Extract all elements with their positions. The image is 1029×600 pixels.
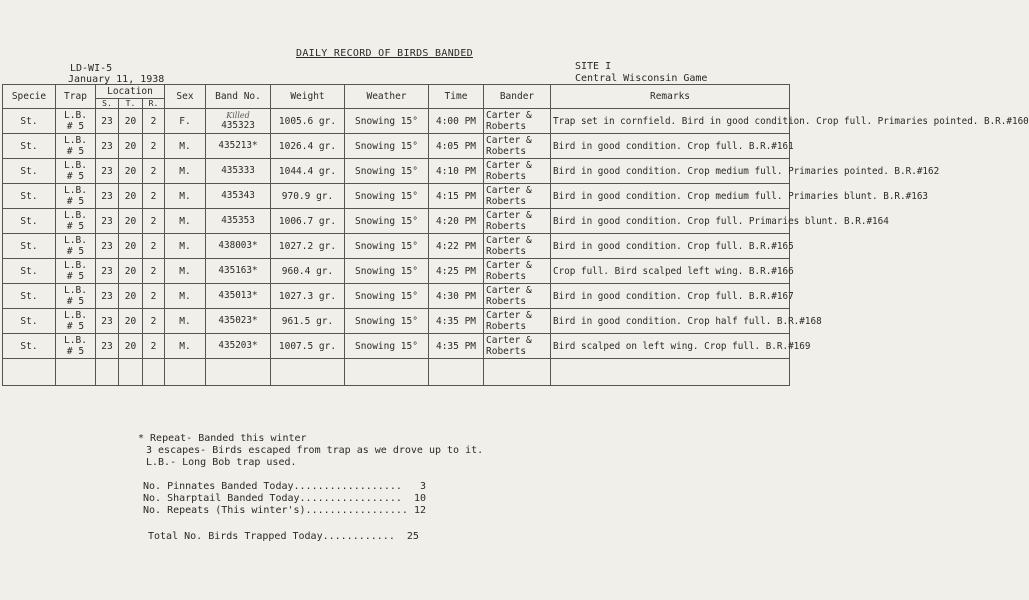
cell-loc-t: 20 <box>119 134 143 159</box>
cell-sex: M. <box>165 184 206 209</box>
col-time: Time <box>429 85 484 109</box>
cell-weight: 1027.2 gr. <box>271 234 345 259</box>
col-loc-t: T. <box>119 99 143 109</box>
cell-bander: Carter & Roberts <box>484 134 551 159</box>
cell-loc-r: 2 <box>143 334 165 359</box>
cell-band: 435213* <box>206 134 271 159</box>
cell-remarks: Trap set in cornfield. Bird in good condition. Crop full. Primaries pointed. B.R.#160 <box>551 109 790 134</box>
cell-trap: L.B. # 5 <box>56 134 96 159</box>
cell-specie: St. <box>3 284 56 309</box>
total-pinnates: No. Pinnates Banded Today.................. 3 <box>143 481 426 492</box>
cell-weight: 1026.4 gr. <box>271 134 345 159</box>
col-trap: Trap <box>56 85 96 109</box>
cell-loc-r: 2 <box>143 284 165 309</box>
col-location: Location <box>96 85 165 99</box>
cell-time: 4:30 PM <box>429 284 484 309</box>
cell-loc-s: 23 <box>96 109 119 134</box>
cell-specie: St. <box>3 209 56 234</box>
cell-trap: L.B. # 5 <box>56 184 96 209</box>
cell-trap: L.B. # 5 <box>56 259 96 284</box>
cell-loc-t: 20 <box>119 234 143 259</box>
col-loc-r: R. <box>143 99 165 109</box>
cell-weather: Snowing 15° <box>345 184 429 209</box>
cell-remarks: Bird scalped on left wing. Crop full. B.R.#169 <box>551 334 790 359</box>
cell-loc-r: 2 <box>143 159 165 184</box>
cell-weight: 1005.6 gr. <box>271 109 345 134</box>
cell-band: 435163* <box>206 259 271 284</box>
cell-remarks: Bird in good condition. Crop full. B.R.#167 <box>551 284 790 309</box>
cell-time: 4:35 PM <box>429 309 484 334</box>
cell-time: 4:25 PM <box>429 259 484 284</box>
total-trapped: Total No. Birds Trapped Today............ 25 <box>148 531 419 542</box>
cell-weight: 1006.7 gr. <box>271 209 345 234</box>
cell-band: 435203* <box>206 334 271 359</box>
cell-bander: Carter & Roberts <box>484 209 551 234</box>
cell-band: 435333 <box>206 159 271 184</box>
cell-band: 438003* <box>206 234 271 259</box>
daily-totals <box>143 481 426 517</box>
cell-specie: St. <box>3 259 56 284</box>
cell-bander: Carter & Roberts <box>484 259 551 284</box>
cell-bander: Carter & Roberts <box>484 309 551 334</box>
cell-specie: St. <box>3 109 56 134</box>
blank-row <box>3 359 790 386</box>
cell-trap: L.B. # 5 <box>56 284 96 309</box>
cell-sex: M. <box>165 159 206 184</box>
table-row <box>3 259 790 284</box>
cell-time: 4:20 PM <box>429 209 484 234</box>
total-sharptail: No. Sharptail Banded Today................. 10 <box>143 493 426 504</box>
cell-sex: M. <box>165 259 206 284</box>
cell-loc-t: 20 <box>119 209 143 234</box>
table-row <box>3 309 790 334</box>
col-sex: Sex <box>165 85 206 109</box>
col-loc-s: S. <box>96 99 119 109</box>
cell-weather: Snowing 15° <box>345 209 429 234</box>
col-band: Band No. <box>206 85 271 109</box>
cell-loc-r: 2 <box>143 134 165 159</box>
cell-loc-s: 23 <box>96 134 119 159</box>
cell-bander: Carter & Roberts <box>484 159 551 184</box>
cell-time: 4:10 PM <box>429 159 484 184</box>
cell-bander: Carter & Roberts <box>484 284 551 309</box>
cell-time: 4:00 PM <box>429 109 484 134</box>
cell-loc-s: 23 <box>96 159 119 184</box>
col-bander: Bander <box>484 85 551 109</box>
table-row <box>3 334 790 359</box>
cell-specie: St. <box>3 159 56 184</box>
cell-weather: Snowing 15° <box>345 259 429 284</box>
col-weight: Weight <box>271 85 345 109</box>
cell-sex: M. <box>165 309 206 334</box>
cell-specie: St. <box>3 309 56 334</box>
document-title: DAILY RECORD OF BIRDS BANDED <box>296 48 473 59</box>
cell-loc-s: 23 <box>96 334 119 359</box>
cell-specie: St. <box>3 234 56 259</box>
cell-remarks: Bird in good condition. Crop medium full. Primaries blunt. B.R.#163 <box>551 184 790 209</box>
cell-remarks: Bird in good condition. Crop full. B.R.#161 <box>551 134 790 159</box>
table-row <box>3 209 790 234</box>
cell-trap: L.B. # 5 <box>56 159 96 184</box>
table-row <box>3 234 790 259</box>
cell-trap: L.B. # 5 <box>56 234 96 259</box>
cell-weather: Snowing 15° <box>345 309 429 334</box>
cell-loc-r: 2 <box>143 184 165 209</box>
cell-band: 435023* <box>206 309 271 334</box>
cell-band: 435343 <box>206 184 271 209</box>
cell-loc-t: 20 <box>119 159 143 184</box>
col-specie: Specie <box>3 85 56 109</box>
cell-weather: Snowing 15° <box>345 159 429 184</box>
cell-bander: Carter & Roberts <box>484 184 551 209</box>
cell-loc-r: 2 <box>143 234 165 259</box>
cell-loc-r: 2 <box>143 309 165 334</box>
cell-sex: M. <box>165 234 206 259</box>
table-row <box>3 284 790 309</box>
cell-trap: L.B. # 5 <box>56 334 96 359</box>
cell-weight: 970.9 gr. <box>271 184 345 209</box>
cell-remarks: Bird in good condition. Crop half full. B.R.#168 <box>551 309 790 334</box>
cell-loc-t: 20 <box>119 309 143 334</box>
killed-annotation: Killed <box>226 111 250 120</box>
cell-weight: 1007.5 gr. <box>271 334 345 359</box>
cell-weight: 961.5 gr. <box>271 309 345 334</box>
cell-time: 4:35 PM <box>429 334 484 359</box>
cell-specie: St. <box>3 334 56 359</box>
cell-time: 4:22 PM <box>429 234 484 259</box>
cell-weather: Snowing 15° <box>345 284 429 309</box>
total-repeats: No. Repeats (This winter's)................. 12 <box>143 505 426 516</box>
notes <box>138 433 483 469</box>
cell-sex: M. <box>165 209 206 234</box>
record-code: LD-WI-5 <box>70 63 113 74</box>
cell-time: 4:15 PM <box>429 184 484 209</box>
cell-loc-t: 20 <box>119 109 143 134</box>
cell-remarks: Bird in good condition. Crop full. B.R.#165 <box>551 234 790 259</box>
cell-remarks: Bird in good condition. Crop full. Primaries blunt. B.R.#164 <box>551 209 790 234</box>
cell-loc-s: 23 <box>96 259 119 284</box>
cell-remarks: Crop full. Bird scalped left wing. B.R.#166 <box>551 259 790 284</box>
cell-loc-t: 20 <box>119 334 143 359</box>
cell-weather: Snowing 15° <box>345 334 429 359</box>
cell-time: 4:05 PM <box>429 134 484 159</box>
note-escapes: 3 escapes- Birds escaped from trap as we drove up to it. <box>146 445 484 456</box>
cell-loc-s: 23 <box>96 184 119 209</box>
table-row <box>3 184 790 209</box>
cell-loc-t: 20 <box>119 184 143 209</box>
cell-loc-t: 20 <box>119 284 143 309</box>
cell-specie: St. <box>3 134 56 159</box>
cell-specie: St. <box>3 184 56 209</box>
cell-sex: M. <box>165 334 206 359</box>
cell-band: 435353 <box>206 209 271 234</box>
cell-bander: Carter & Roberts <box>484 334 551 359</box>
cell-sex: M. <box>165 134 206 159</box>
cell-weight: 1044.4 gr. <box>271 159 345 184</box>
cell-loc-r: 2 <box>143 209 165 234</box>
site-location: Central Wisconsin Game <box>575 73 708 84</box>
cell-bander: Carter & Roberts <box>484 234 551 259</box>
cell-loc-s: 23 <box>96 284 119 309</box>
cell-band: Killed 435323 <box>206 109 271 134</box>
cell-weight: 1027.3 gr. <box>271 284 345 309</box>
cell-weather: Snowing 15° <box>345 109 429 134</box>
table-row <box>3 109 790 134</box>
col-weather: Weather <box>345 85 429 109</box>
cell-loc-t: 20 <box>119 259 143 284</box>
cell-trap: L.B. # 5 <box>56 109 96 134</box>
cell-trap: L.B. # 5 <box>56 309 96 334</box>
cell-loc-r: 2 <box>143 259 165 284</box>
cell-band: 435013* <box>206 284 271 309</box>
cell-weather: Snowing 15° <box>345 134 429 159</box>
cell-sex: M. <box>165 284 206 309</box>
cell-weather: Snowing 15° <box>345 234 429 259</box>
record-date: January 11, 1938 <box>68 74 165 85</box>
cell-bander: Carter & Roberts <box>484 109 551 134</box>
cell-loc-s: 23 <box>96 309 119 334</box>
cell-loc-s: 23 <box>96 234 119 259</box>
cell-loc-s: 23 <box>96 209 119 234</box>
table-row <box>3 159 790 184</box>
banding-table <box>2 84 1029 386</box>
cell-remarks: Bird in good condition. Crop medium full. Primaries pointed. B.R.#162 <box>551 159 790 184</box>
table-row <box>3 134 790 159</box>
cell-weight: 960.4 gr. <box>271 259 345 284</box>
note-repeat: * Repeat- Banded this winter <box>138 433 307 444</box>
cell-loc-r: 2 <box>143 109 165 134</box>
cell-sex: F. <box>165 109 206 134</box>
col-remarks: Remarks <box>551 85 790 109</box>
note-long-bob: L.B.- Long Bob trap used. <box>146 457 297 468</box>
cell-trap: L.B. # 5 <box>56 209 96 234</box>
site-label: SITE I <box>575 61 612 72</box>
